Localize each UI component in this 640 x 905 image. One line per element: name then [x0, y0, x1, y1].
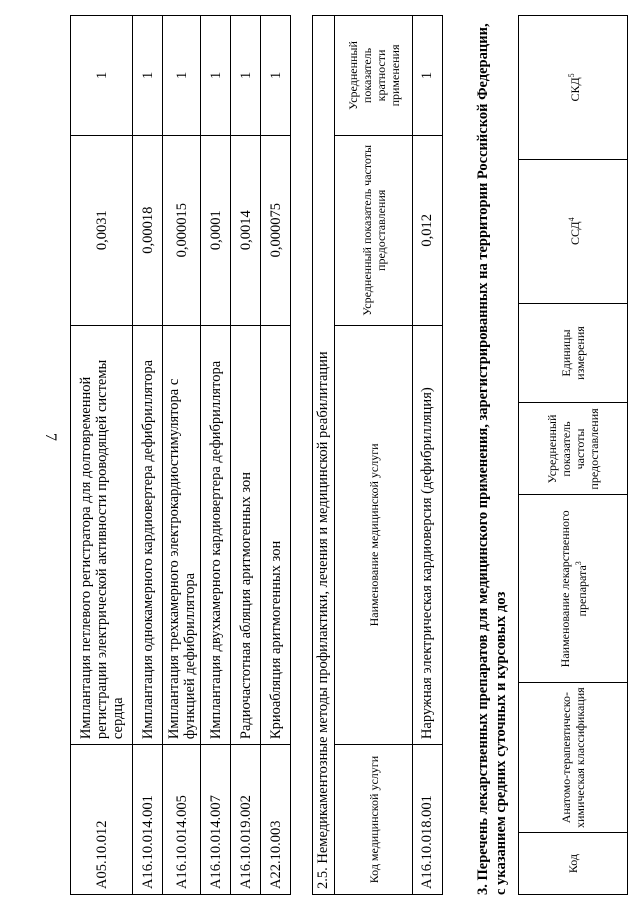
service-frequency: 0,0014 — [231, 135, 261, 325]
rotated-content — [70, 15, 630, 895]
service-multiplicity: 1 — [133, 16, 163, 136]
service-frequency: 0,000015 — [163, 135, 201, 325]
header-skd: СКД$^5$ — [519, 16, 628, 160]
service-multiplicity: 1 — [231, 16, 261, 136]
table-row — [231, 16, 261, 895]
services-table — [70, 15, 291, 895]
table-row — [413, 16, 443, 895]
header-name: Наименование медицинской услуги — [335, 325, 413, 744]
service-multiplicity: 1 — [71, 16, 133, 136]
table-row — [163, 16, 201, 895]
table-row — [201, 16, 231, 895]
service-name: Имплантация трехкамерного электрокардиостимулятора с функцией дефибриллятора — [163, 325, 201, 745]
service-code: A16.10.019.002 — [231, 745, 261, 895]
service-code: A05.10.012 — [71, 745, 133, 895]
service-code: A16.10.018.001 — [413, 745, 443, 895]
service-name: Имплантация однокамерного кардиовертера дефибриллятора — [133, 325, 163, 745]
table-row — [261, 16, 291, 895]
service-name: Имплантация двухкамерного кардиовертера дефибриллятора — [201, 325, 231, 745]
header-ssd: ССД$^4$ — [519, 159, 628, 303]
header-multiplicity: Усредненный показатель кратности применения — [335, 16, 413, 136]
service-multiplicity: 1 — [201, 16, 231, 136]
header-code: Код медицинской услуги — [335, 745, 413, 895]
service-name: Криоабляция аритмогенных зон — [261, 325, 291, 745]
service-frequency: 0,000075 — [261, 135, 291, 325]
header-drug-code: Код — [519, 833, 628, 895]
service-frequency: 0,0001 — [201, 135, 231, 325]
header-atc: Анатомо-терапевтическо-химическая классификация — [519, 683, 628, 833]
service-code: A16.10.014.007 — [201, 745, 231, 895]
header-drug-name: Наименование лекарственного препарата$^3$ — [519, 495, 628, 683]
service-name: Наружная электрическая кардиоверсия (дефибрилляция) — [413, 325, 443, 744]
service-multiplicity: 1 — [261, 16, 291, 136]
service-code: A22.10.003 — [261, 745, 291, 895]
non-drug-methods-table — [312, 15, 443, 895]
header-frequency: Усредненный показатель частоты предоставления — [335, 135, 413, 325]
drugs-table — [518, 15, 628, 895]
service-name: Радиочастотная абляция аритмогенных зон — [231, 325, 261, 745]
service-multiplicity: 1 — [413, 16, 443, 136]
section-2-5-title: 2.5. Немедикаментозные методы профилактики, лечения и медицинской реабилитации — [313, 16, 335, 895]
table-row — [71, 16, 133, 895]
service-multiplicity: 1 — [163, 16, 201, 136]
header-drug-frequency: Усредненный показатель частоты предоставления — [519, 403, 628, 495]
service-code: A16.10.014.001 — [133, 745, 163, 895]
header-units: Единицы измерения — [519, 303, 628, 403]
service-frequency: 0,012 — [413, 135, 443, 325]
service-code: A16.10.014.005 — [163, 745, 201, 895]
table-row — [133, 16, 163, 895]
service-name: Имплантация петлевого регистратора для долговременной регистрации электрической активности проводящей системы сердца — [71, 325, 133, 745]
service-frequency: 0,0031 — [71, 135, 133, 325]
service-frequency: 0,00018 — [133, 135, 163, 325]
page-number: 7 — [42, 433, 59, 441]
section-3-title: 3. Перечень лекарственных препаратов для медицинского применения, зарегистрированных на территории Российской Федерации, с указанием средних суточных и курсовых доз — [475, 23, 509, 895]
